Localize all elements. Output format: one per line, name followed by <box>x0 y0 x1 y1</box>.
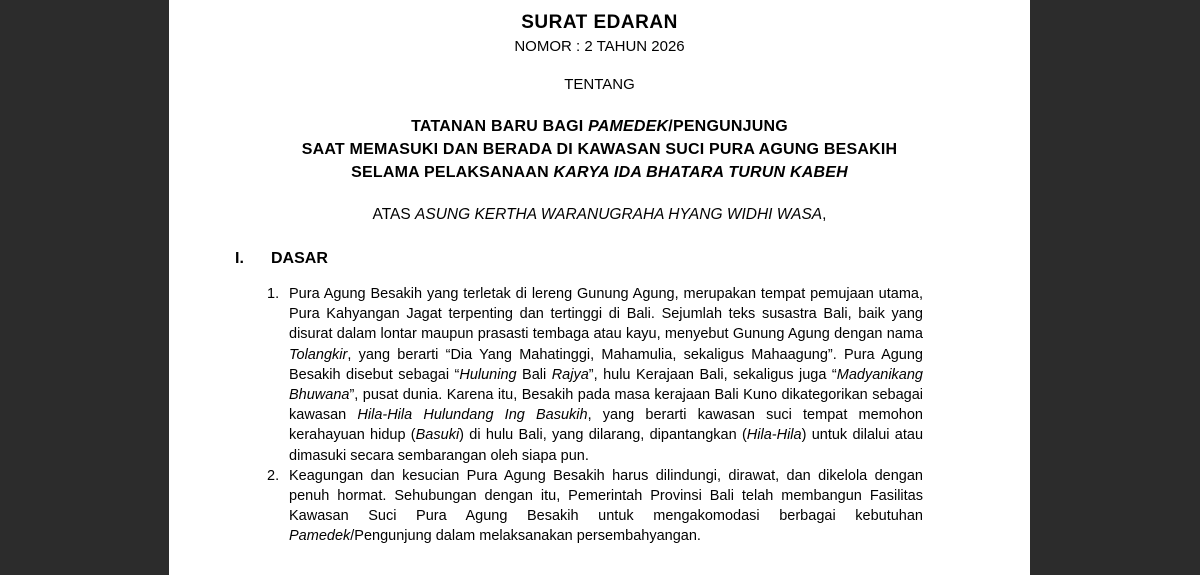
viewer-background-left <box>0 0 169 575</box>
text-segment: ATAS <box>372 206 416 223</box>
section-number: I. <box>235 250 244 267</box>
text-segment: Pura Agung Besakih yang terletak di lereng Gunung Agung, merupakan tempat pemujaan utama, Pura Kahyangan Jagat terpenting dan tertinggi di Bali. Sejumlah teks susastra Bali, baik yang disurat dalam lontar maupun prasasti tembaga atau kayu, menyebut Gunung Agung dengan nama <box>289 286 923 343</box>
text-segment: SAAT MEMASUKI DAN BERADA DI KAWASAN SUCI PURA AGUNG BESAKIH <box>301 141 898 158</box>
document-page <box>169 0 1030 575</box>
viewer-background-right <box>1030 0 1200 575</box>
text-segment: /PENGUNJUNG <box>668 118 788 135</box>
list-item <box>267 284 923 466</box>
subject-line-2 <box>169 141 1030 159</box>
text-segment: ”, pusat dunia. Karena itu, Besakih pada masa kerajaan Bali Kuno dikategorikan sebagai kawasan <box>289 387 923 424</box>
text-segment: ”, hulu Kerajaan Bali, sekaligus juga “ <box>588 366 837 383</box>
list-item <box>267 466 923 547</box>
list-item-text <box>289 468 923 545</box>
italic-text-segment: Basuki <box>415 427 460 444</box>
invocation-line <box>169 206 1030 224</box>
text-segment: Keagungan dan kesucian Pura Agung Besakih harus dilindungi, dirawat, dan dikelola dengan penuh hormat. Sehubungan dengan itu, Pemerintah Provinsi Bali telah membangun Fasilitas Kawasan Suci Pura Agung Besakih untuk mengakomodasi berbagai kebutuhan <box>289 467 923 525</box>
subject-line-1 <box>169 118 1030 136</box>
italic-text-segment: Hila-Hila <box>746 427 802 444</box>
text-segment: ) di hulu Bali, yang dilarang, dipantangkan ( <box>459 427 747 444</box>
document-title: SURAT EDARAN <box>521 12 678 33</box>
list-item-text <box>289 286 923 464</box>
list-item-number: 2. <box>267 467 280 484</box>
text-segment: , <box>822 206 827 223</box>
tentang-label: TENTANG <box>564 76 635 93</box>
list-item-number: 1. <box>267 286 280 302</box>
italic-text-segment: ASUNG KERTHA WARANUGRAHA HYANG WIDHI WASA <box>415 206 823 223</box>
italic-text-segment: Pamedek <box>289 528 351 545</box>
italic-text-segment: PAMEDEK <box>588 118 669 135</box>
text-segment: SELAMA PELAKSANAAN <box>351 164 554 181</box>
italic-text-segment: Rajya <box>551 366 589 383</box>
subject-line-3 <box>169 164 1030 182</box>
text-segment: ) untuk dilalui atau dimasuki secara sembarangan oleh siapa pun. <box>289 427 924 464</box>
italic-text-segment: KARYA IDA BHATARA TURUN KABEH <box>553 164 848 181</box>
section-title: DASAR <box>271 250 328 267</box>
numbered-list <box>267 284 923 547</box>
text-segment: , yang berarti “Dia Yang Mahatinggi, Mahamulia, sekaligus Mahaagung”. Pura Agung Besakih disebut sebagai “ <box>289 346 923 383</box>
text-segment: TATANAN BARU BAGI <box>411 118 589 135</box>
document-number: NOMOR : 2 TAHUN 2026 <box>514 38 685 55</box>
italic-text-segment: Hila-Hila Hulundang Ing Basukih <box>357 407 588 424</box>
text-segment: /Pengunjung dalam melaksanakan persembahyangan. <box>350 528 701 545</box>
italic-text-segment: Madyanikang Bhuwana <box>289 366 923 404</box>
italic-text-segment: Tolangkir <box>289 346 348 363</box>
text-segment: Bali <box>516 366 552 383</box>
text-segment: , yang berarti kawasan suci tempat memohon kerahayuan hidup ( <box>289 407 923 444</box>
italic-text-segment: Huluning <box>459 366 517 383</box>
